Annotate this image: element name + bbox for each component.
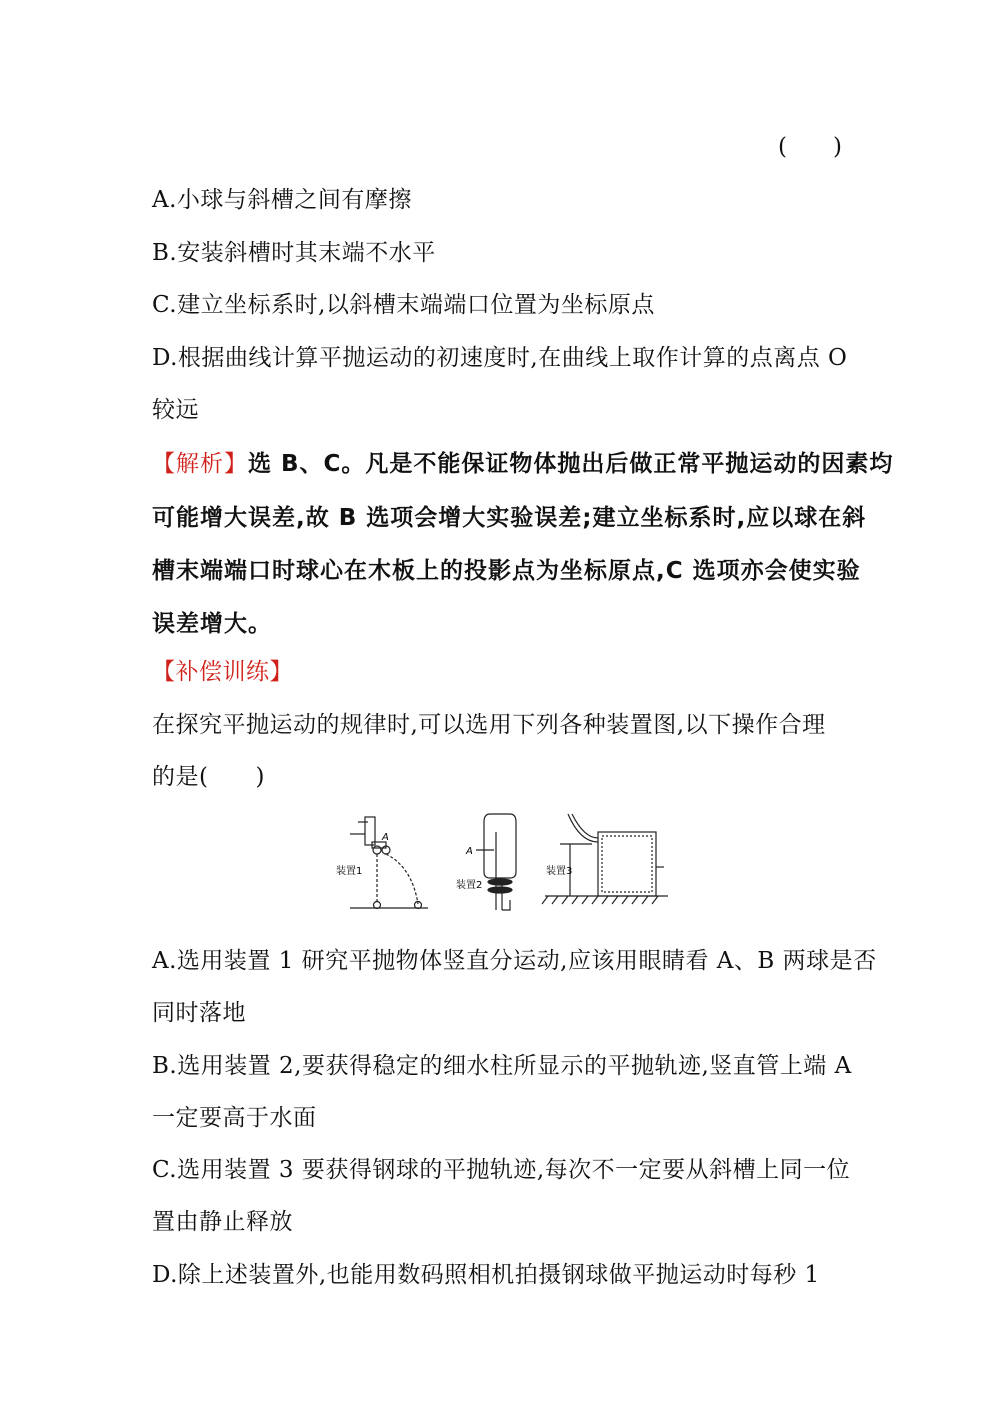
q2-option-b-line2: 一定要高于水面 (152, 1105, 317, 1131)
q1-option-d-line1: D.根据曲线计算平抛运动的初速度时,在曲线上取作计算的点离点 O (152, 345, 848, 371)
device-2 (476, 814, 516, 910)
q2-option-a-line1: A.选用装置 1 研究平抛物体竖直分运动,应该用眼睛看 A、B 两球是否 (152, 948, 877, 974)
q1-option-a: A.小球与斜槽之间有摩擦 (152, 187, 412, 213)
apparatus-diagram (330, 812, 675, 917)
apparatus-figure (330, 812, 675, 917)
device-1 (350, 817, 428, 909)
device-2-label: 装置2 (456, 880, 483, 891)
q2-option-b-line1: B.选用装置 2,要获得稳定的细水柱所显示的平抛轨迹,竖直管上端 A (152, 1053, 852, 1079)
supplement-question-line2: 的是( ) (152, 764, 265, 790)
q1-option-b: B.安装斜槽时其末端不水平 (152, 240, 436, 266)
analysis-line2: 可能增大误差,故 B 选项会增大实验误差;建立坐标系时,应以球在斜 (152, 505, 867, 531)
device-1-label: 装置1 (336, 866, 363, 877)
analysis-line4: 误差增大。 (152, 611, 272, 637)
device-3 (542, 814, 668, 904)
analysis-text-1: 选 B、C。凡是不能保证物体抛出后做正常平抛运动的因素均 (248, 451, 894, 477)
answer-parenthesis: ( ) (778, 134, 842, 160)
q1-option-c: C.建立坐标系时,以斜槽末端端口位置为坐标原点 (152, 292, 655, 318)
analysis-line1 (152, 449, 893, 479)
supplement-tag: 【补偿训练】 (152, 659, 293, 685)
q2-option-c-line1: C.选用装置 3 要获得钢球的平抛轨迹,每次不一定要从斜槽上同一位 (152, 1157, 851, 1183)
q2-option-d-line1: D.除上述装置外,也能用数码照相机拍摄钢球做平抛运动时每秒 1 (152, 1262, 820, 1288)
analysis-line3: 槽末端端口时球心在木板上的投影点为坐标原点,C 选项亦会使实验 (152, 558, 861, 584)
device-1-point-a: A (382, 832, 389, 843)
q1-option-d-line2: 较远 (152, 397, 199, 423)
analysis-tag: 【解析】 (152, 451, 248, 477)
device-2-point-a: A (466, 846, 473, 857)
device-3-label: 装置3 (546, 866, 573, 877)
q2-option-c-line2: 置由静止释放 (152, 1209, 293, 1235)
supplement-question-line1: 在探究平抛运动的规律时,可以选用下列各种装置图,以下操作合理 (152, 712, 826, 738)
q2-option-a-line2: 同时落地 (152, 1000, 246, 1026)
